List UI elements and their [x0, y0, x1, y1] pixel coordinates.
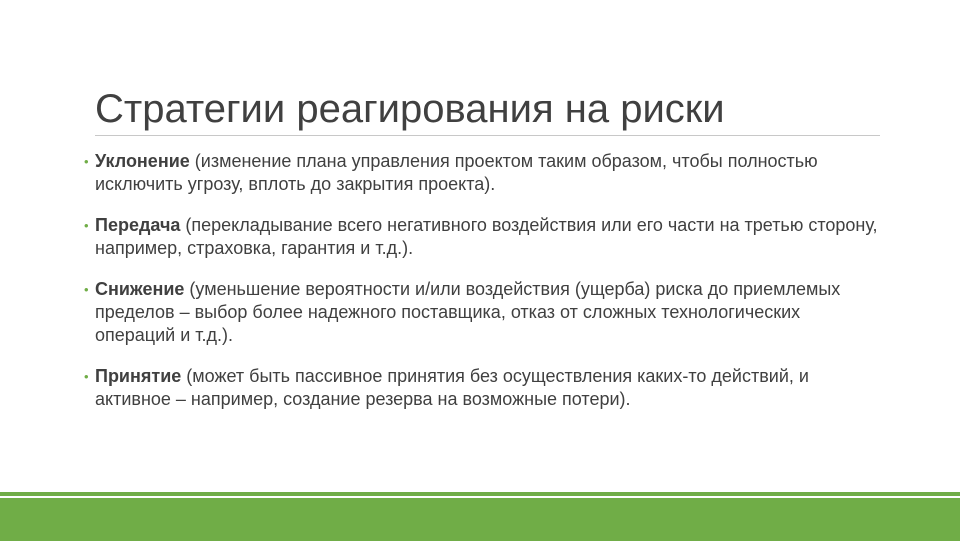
bullet-item-mitigation: [84, 278, 884, 347]
bullet-icon: •: [84, 369, 89, 384]
bullet-icon: •: [84, 154, 89, 169]
bullet-term: Снижение: [95, 279, 185, 299]
bullet-term: Уклонение: [95, 151, 190, 171]
bullet-text: (может быть пассивное принятия без осуществления каких-то действий, и активное – например, создание резерва на возможные потери).: [95, 366, 809, 409]
title-divider: [95, 135, 880, 136]
bullet-item-transfer: [84, 214, 884, 260]
bullet-text: (уменьшение вероятности и/или воздействия (ущерба) риска до приемлемых пределов – выбор более надежного поставщика, отказ от сложных технологических операций и т.д.).: [95, 279, 841, 345]
bullet-text: (изменение плана управления проектом таким образом, чтобы полностью исключить угрозу, вплоть до закрытия проекта).: [95, 151, 818, 194]
bullet-item-acceptance: [84, 365, 884, 411]
footer-accent-band: [0, 497, 960, 541]
bullet-icon: •: [84, 218, 89, 233]
bullet-list: [84, 150, 884, 411]
bullet-text: (перекладывание всего негативного воздействия или его части на третью сторону, например, страховка, гарантия и т.д.).: [95, 215, 878, 258]
bullet-icon: •: [84, 282, 89, 297]
bullet-term: Передача: [95, 215, 181, 235]
footer-accent-line: [0, 492, 960, 496]
bullet-term: Принятие: [95, 366, 182, 386]
bullet-item-avoidance: [84, 150, 884, 196]
slide-title: Стратегии реагирования на риски: [95, 87, 725, 131]
